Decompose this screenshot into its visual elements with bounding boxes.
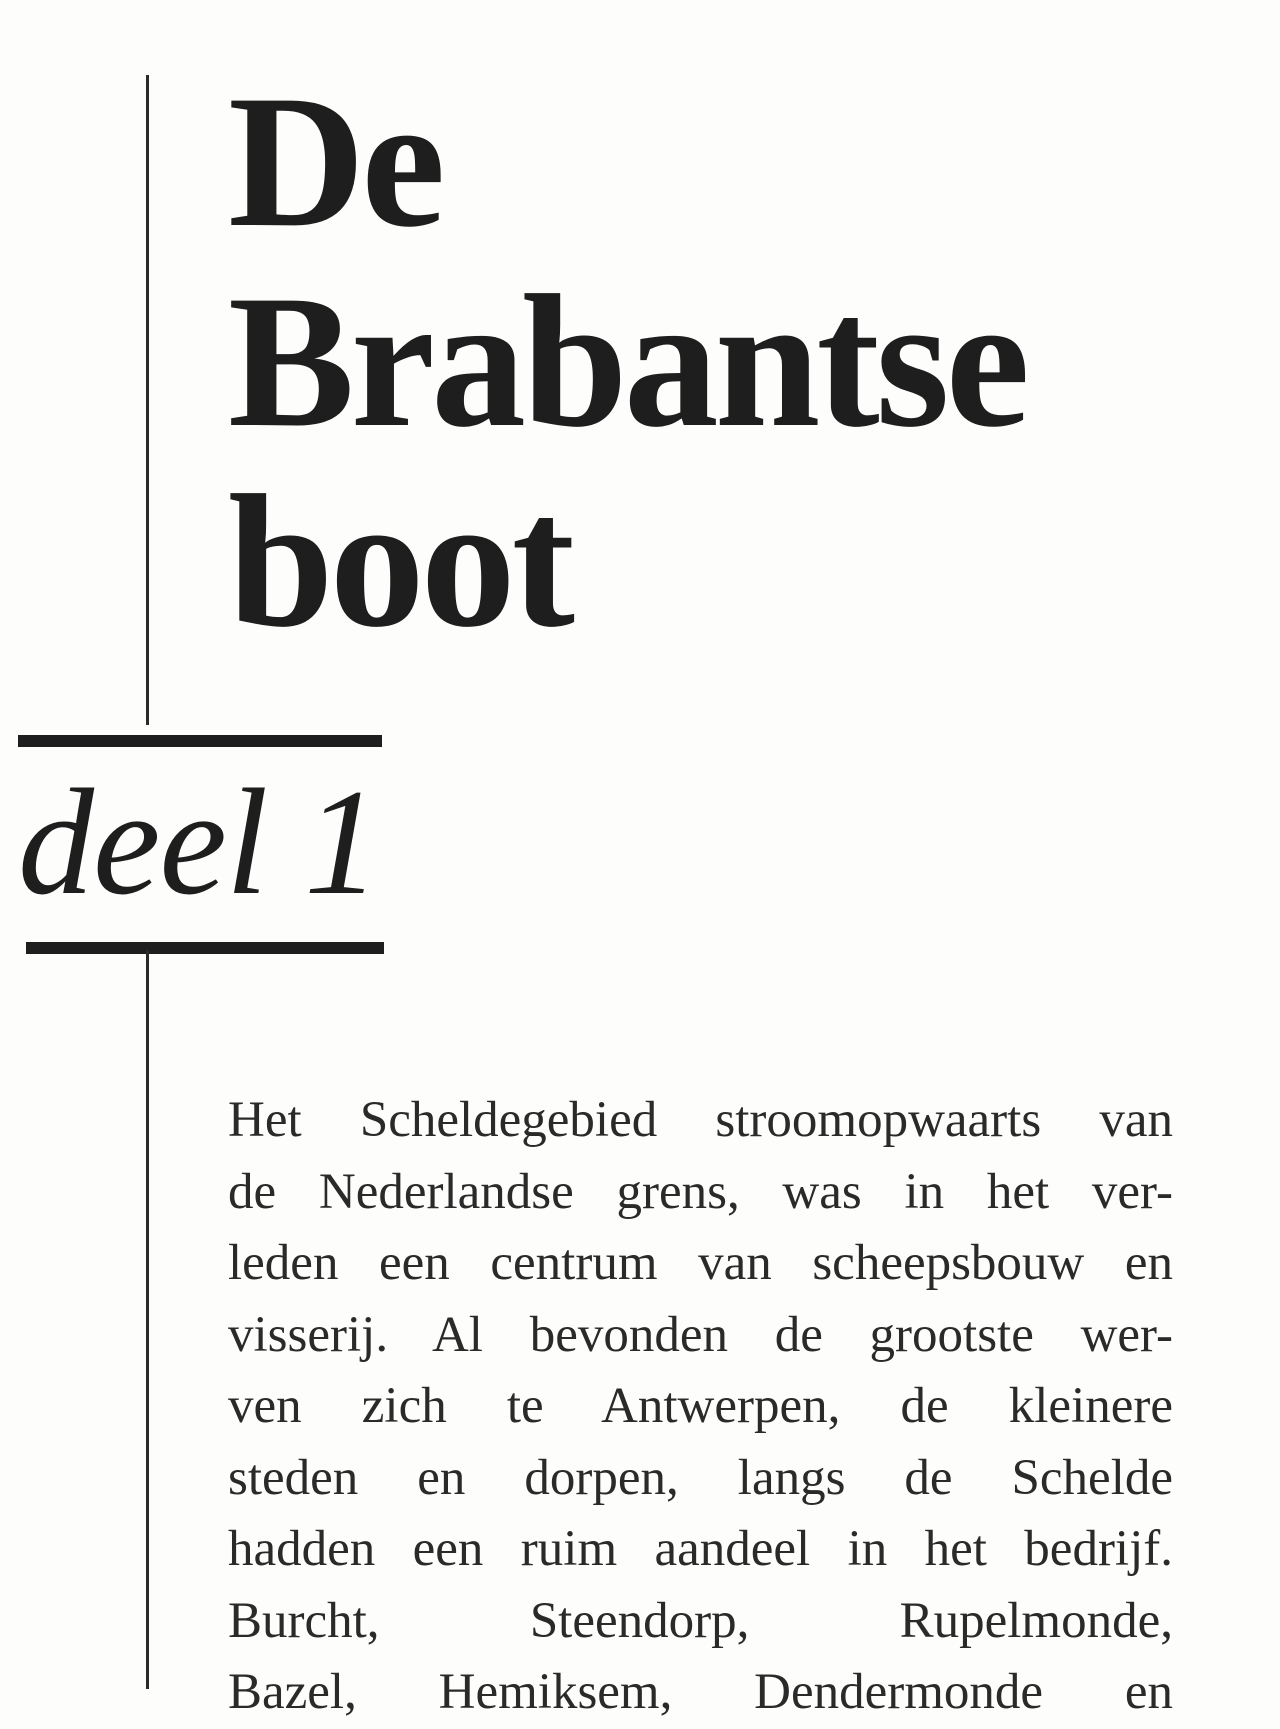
body-line: Het Scheldegebied stroomopwaarts van (228, 1092, 1173, 1148)
section-label: deel 1 (18, 758, 380, 926)
body-line: ven zich te Antwerpen, de kleinere (228, 1378, 1173, 1434)
body-line: hadden een ruim aandeel in het bedrijf. (228, 1521, 1173, 1577)
vertical-rule-bottom (146, 950, 149, 1689)
body-line: steden en dorpen, langs de Schelde (228, 1449, 1173, 1506)
article-body (228, 1085, 1173, 1720)
horizontal-rule-top (18, 735, 382, 747)
body-line: Burcht, Steendorp, Rupelmonde, (228, 1592, 1173, 1649)
title-line-3: boot (228, 457, 571, 667)
vertical-rule-top (146, 75, 149, 725)
title-line-2: Brabantse (228, 257, 1026, 467)
article-title (228, 57, 1026, 667)
title-line-1: De (228, 57, 442, 267)
body-line: visserij. Al bevonden de grootste wer- (228, 1306, 1173, 1363)
body-line: de Nederlandse grens, was in het ver- (228, 1163, 1173, 1220)
horizontal-rule-bottom (26, 942, 384, 954)
body-line-partial: Bazel, Hemiksem, Dendermonde en (228, 1664, 1173, 1720)
body-line: leden een centrum van scheepsbouw en (228, 1235, 1173, 1291)
